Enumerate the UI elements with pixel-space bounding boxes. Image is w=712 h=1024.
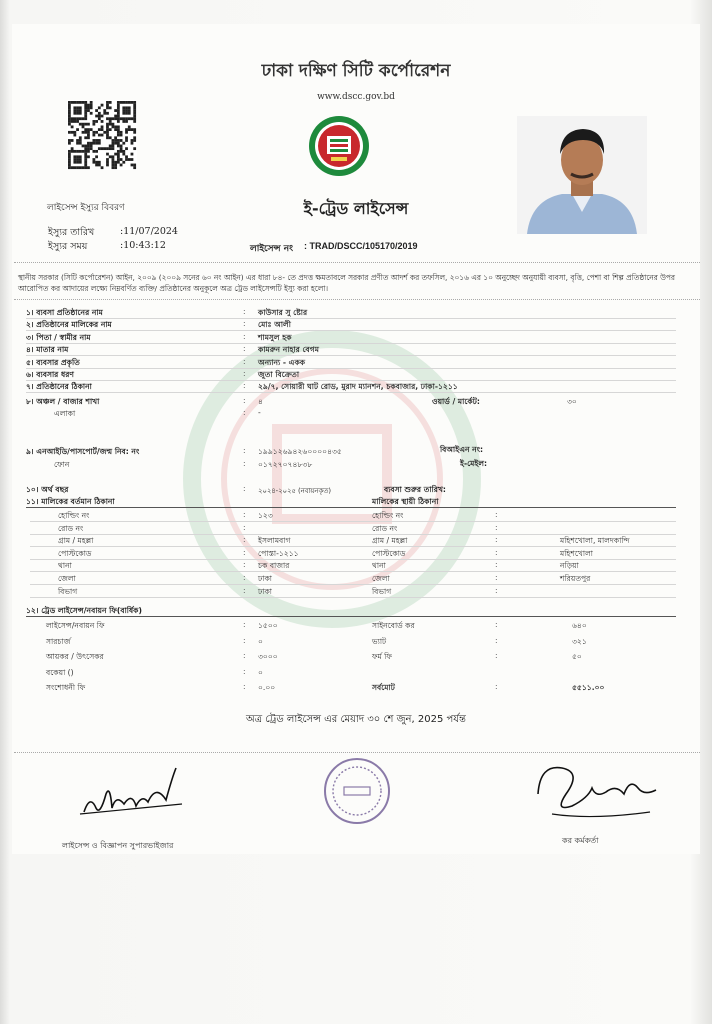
row-rule bbox=[26, 368, 676, 369]
permanent-address-value: মহিশখোলা, মালদকান্দি bbox=[560, 536, 630, 546]
present-address-value: ঢাকা bbox=[258, 574, 273, 583]
permanent-address-field: থানা bbox=[372, 561, 386, 571]
field-label: ৬। ব্যবসার ধরণ bbox=[26, 370, 75, 379]
field-value: শামসুল হক bbox=[258, 332, 292, 342]
present-address-value: চক বাজার bbox=[258, 561, 290, 571]
website-url: www.dscc.gov.bd bbox=[317, 92, 395, 102]
issue-date-label: ইস্যুর তারিখ bbox=[48, 227, 95, 238]
document-title: ই-ট্রেড লাইসেন্স bbox=[303, 199, 409, 218]
business-start-label: ব্যবসা শুরুর তারিখ: bbox=[384, 485, 446, 494]
row-rule bbox=[30, 584, 676, 585]
bin-label: বিআইএন নং: bbox=[440, 445, 483, 454]
fee-value: ৩২১ bbox=[572, 636, 587, 646]
present-address-field: বিভাগ bbox=[58, 586, 78, 596]
trade-license-document bbox=[12, 24, 700, 854]
left-signature-caption: লাইসেন্স ও বিজ্ঞাপন সুপারভাইজার bbox=[62, 841, 174, 850]
present-address-value: ঢাকা bbox=[258, 586, 273, 596]
divider bbox=[14, 262, 700, 263]
field-label: ৪। মাতার নাম bbox=[26, 345, 69, 355]
field-value: মোঃ আলী bbox=[258, 320, 291, 330]
issue-time-value: :10:43:12 bbox=[120, 240, 166, 251]
colon: : bbox=[495, 682, 498, 692]
permanent-address-field: পোস্টকোড bbox=[372, 548, 406, 558]
official-seal bbox=[322, 756, 392, 826]
license-number-label: লাইসেন্স নং bbox=[250, 244, 294, 254]
colon: : bbox=[495, 560, 498, 570]
fee-label: ভ্যাট bbox=[372, 636, 387, 646]
nid-value: ১৯৯১২৬৯৪২৬০০০০৪৩৫ bbox=[258, 447, 342, 456]
permanent-address-value: শরিয়তপুর bbox=[560, 574, 591, 583]
field-label: ৭। প্রতিষ্ঠানের ঠিকানা bbox=[26, 382, 92, 392]
present-address-field: পোস্টকোড bbox=[58, 548, 92, 558]
colon: : bbox=[495, 651, 498, 661]
fiscal-year-label: ১০। অর্থ বছর bbox=[26, 485, 69, 494]
present-address-value: পোস্তা-১২১১ bbox=[258, 548, 299, 558]
colon: : bbox=[243, 381, 246, 391]
present-address-field: জেলা bbox=[58, 574, 76, 583]
colon: : bbox=[243, 510, 246, 519]
fee-value: ৫০ bbox=[572, 652, 582, 662]
nid-label: ৯। এনআইডি/পাসপোর্ট/জন্ম নিব: নং bbox=[26, 447, 140, 456]
present-address-field: গ্রাম / মহল্লা bbox=[58, 536, 94, 546]
fee-label: সারচার্জ bbox=[46, 636, 71, 646]
row-rule bbox=[26, 355, 676, 356]
field-label: ৫। ব্যবসার প্রকৃতি bbox=[26, 357, 80, 367]
field-value: অন্যান্য - একক bbox=[258, 357, 306, 367]
fee-label: সংশোধনী ফি bbox=[46, 683, 86, 693]
colon: : bbox=[243, 651, 246, 661]
fee-label: সর্বমোট bbox=[372, 683, 395, 693]
field-value: কামরুন নাহার বেগম bbox=[258, 345, 319, 355]
issue-time-label: ইস্যুর সময় bbox=[48, 241, 88, 252]
colon: : bbox=[243, 484, 246, 493]
permanent-address-value: নড়িয়া bbox=[560, 561, 579, 571]
qr-caption: লাইসেন্স ইস্যুর বিবরণ bbox=[47, 203, 125, 213]
fee-value: ০.০০ bbox=[258, 683, 276, 693]
field-label: ৩। পিতা / স্বামীর নাম bbox=[26, 332, 91, 342]
divider bbox=[14, 752, 700, 753]
fees-section-label: ১২। ট্রেড লাইসেন্স/নবায়ন ফি(বার্ষিক) bbox=[26, 606, 142, 615]
field-value: ২৯/৭, সোয়ারী ঘাট রোড, মুরাদ ম্যানশন, চকবাজার, ঢাকা-১২১১ bbox=[258, 382, 458, 392]
issue-date-value: :11/07/2024 bbox=[120, 226, 178, 237]
area-label: এলাকা bbox=[54, 409, 76, 418]
colon: : bbox=[495, 635, 498, 645]
permanent-address-label: মালিকের স্থায়ী ঠিকানা bbox=[372, 497, 439, 506]
tax-officer-signature bbox=[532, 754, 662, 826]
license-number-value: : TRAD/DSCC/105170/2019 bbox=[304, 241, 418, 251]
row-rule bbox=[30, 559, 676, 560]
fee-value: ৬৪০ bbox=[572, 621, 587, 630]
validity-statement: অত্র ট্রেড লাইসেন্স এর মেয়াদ ৩০ শে জুন, 2025 পর্যন্ত bbox=[246, 714, 466, 725]
qr-code-icon bbox=[67, 100, 137, 190]
row-rule bbox=[26, 318, 676, 319]
colon: : bbox=[243, 547, 246, 557]
present-address-label: ১১। মালিকের বর্তমান ঠিকানা bbox=[26, 497, 115, 506]
colon: : bbox=[243, 408, 246, 417]
colon: : bbox=[243, 344, 246, 354]
present-address-field: রোড নং bbox=[58, 523, 84, 533]
divider bbox=[14, 299, 700, 300]
fee-value: ৩০০০ bbox=[258, 652, 278, 662]
colon: : bbox=[495, 573, 498, 582]
phone-value: ০১৭২৭০৭৪৮৩৮ bbox=[258, 460, 313, 469]
supervisor-signature bbox=[76, 764, 188, 826]
present-address-field: হোল্ডিং নং bbox=[58, 511, 90, 520]
present-address-value: ১২৩ bbox=[258, 511, 273, 520]
colon: : bbox=[243, 356, 246, 366]
fee-value: ০ bbox=[258, 636, 263, 646]
colon: : bbox=[243, 446, 246, 455]
colon: : bbox=[243, 307, 246, 316]
fee-label: সাইনবোর্ড কর bbox=[372, 621, 415, 630]
colon: : bbox=[495, 522, 498, 532]
field-value: কাউসার সু ষ্টোর bbox=[258, 308, 308, 317]
fee-label: বকেয়া () bbox=[46, 667, 74, 677]
row-rule bbox=[30, 597, 676, 598]
colon: : bbox=[243, 535, 246, 545]
colon: : bbox=[243, 369, 246, 378]
permanent-address-field: রোড নং bbox=[372, 523, 398, 533]
area-value: - bbox=[258, 408, 261, 417]
colon: : bbox=[495, 510, 498, 519]
present-address-field: থানা bbox=[58, 561, 72, 571]
fiscal-year-value: ২০২৪-২০২৫ (নবায়নকৃত) bbox=[258, 487, 331, 495]
colon: : bbox=[243, 666, 246, 676]
present-address-value: ইসলামবাগ bbox=[258, 536, 291, 546]
ward-label: ওয়ার্ড / মার্কেট: bbox=[432, 397, 480, 406]
colon: : bbox=[243, 620, 246, 629]
colon: : bbox=[495, 585, 498, 595]
fee-value: ১৫০০ bbox=[258, 621, 278, 630]
email-label: ই-মেইল: bbox=[460, 459, 488, 468]
ward-value: ৩০ bbox=[567, 397, 577, 406]
permanent-address-field: জেলা bbox=[372, 574, 390, 583]
colon: : bbox=[495, 535, 498, 545]
colon: : bbox=[495, 547, 498, 557]
fee-value: ৫৫১১.০০ bbox=[572, 683, 605, 693]
phone-label: ফোন bbox=[54, 460, 70, 469]
corporation-title: ঢাকা দক্ষিণ সিটি কর্পোরেশন bbox=[261, 61, 451, 81]
colon: : bbox=[243, 585, 246, 595]
section-rule bbox=[26, 616, 676, 617]
fee-label: ফর্ম ফি bbox=[372, 652, 392, 662]
fee-label: আয়কর / উৎসেকর bbox=[46, 652, 104, 662]
permanent-address-field: হোল্ডিং নং bbox=[372, 511, 404, 520]
zone-label: ৮। অঞ্চল / বাজার শাখা bbox=[26, 397, 100, 406]
field-label: ১। ব্যবসা প্রতিষ্ঠানের নাম bbox=[26, 308, 103, 317]
permanent-address-value: মহিশখোলা bbox=[560, 548, 593, 558]
row-rule bbox=[30, 521, 676, 522]
dscc-logo-icon bbox=[307, 114, 371, 178]
colon: : bbox=[243, 319, 246, 329]
colon: : bbox=[243, 682, 246, 692]
permanent-address-field: বিভাগ bbox=[372, 586, 392, 596]
row-rule bbox=[26, 343, 676, 344]
colon: : bbox=[243, 635, 246, 645]
permanent-address-field: গ্রাম / মহল্লা bbox=[372, 536, 408, 546]
row-rule bbox=[26, 330, 676, 331]
colon: : bbox=[243, 331, 246, 341]
row-rule bbox=[26, 392, 676, 393]
colon: : bbox=[243, 396, 246, 405]
section-rule bbox=[26, 507, 676, 508]
colon: : bbox=[243, 459, 246, 468]
fee-value: ০ bbox=[258, 667, 263, 677]
field-label: ২। প্রতিষ্ঠানের মালিকের নাম bbox=[26, 320, 112, 330]
colon: : bbox=[243, 573, 246, 582]
colon: : bbox=[243, 522, 246, 532]
right-signature-caption: কর কর্মকর্তা bbox=[562, 836, 599, 845]
colon: : bbox=[495, 620, 498, 629]
fee-label: লাইসেন্স/নবায়ন ফি bbox=[46, 621, 105, 630]
zone-value: ৪ bbox=[258, 397, 263, 406]
field-value: জুতা বিক্রেতা bbox=[258, 370, 300, 379]
intro-paragraph: স্থানীয় সরকার (সিটি কর্পোরেশন) আইন, ২০০৯ (২০০৯ সনের ৬০ নং আইন) এর ধারা ৮৪- তে প্রদত্ত ক্ষমতাবলে সরকার প্রণীত আদর্শ কর তফসিল, ২০১৬ এর ১০ অনুচ্ছেদ অনুযায়ী ব্যবসা, বৃত্তি, পেশা বা শিল্প প্রতিষ্ঠানের উপর আরোপিত কর আদায়ের লক্ষ্যে নিম্নবর্ণিত ব্যক্তি/ প্রতিষ্ঠানের অনুকূলে অত্র ট্রেড লাইসেন্সটি ইস্যু করা হলো। bbox=[18, 273, 675, 293]
colon: : bbox=[243, 560, 246, 570]
